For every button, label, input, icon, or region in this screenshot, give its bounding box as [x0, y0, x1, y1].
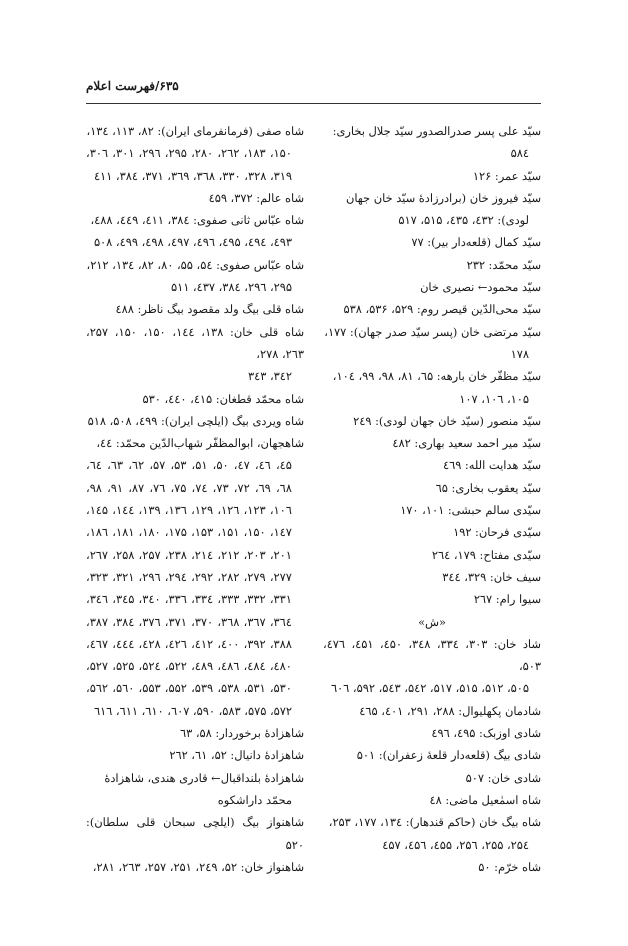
- index-entry-text: سیّد منصور (سیّد خان جهان لودی): ٢٤٩: [353, 413, 541, 428]
- index-entry-text: شاه عبّاس ثانی صفوی: ٣٨٤، ٤١١، ٤٤٩، ٤٨٨،: [90, 213, 304, 228]
- index-entry-text: سیّد محمود← نصیری خان: [420, 280, 541, 295]
- index-entry-text: سیّد مظفّر خان بارهه: ٦۵، ٨١، ٩٨، ٩٩، ١٠٤،: [332, 369, 541, 384]
- page-header: [86, 79, 541, 101]
- index-entry: [86, 811, 304, 856]
- index-entry-text: «ش»: [418, 614, 446, 629]
- index-entry-continuation: ٣٤٢، ٣٤٣: [247, 369, 292, 384]
- index-entry: [323, 789, 541, 811]
- index-entry: [323, 499, 541, 521]
- index-entry-text: شادی خان: ۵٠٧: [465, 770, 541, 785]
- index-entry-text: شاهزادهٔ دانیال: ۵٢، ٦١، ٢٦٢: [169, 748, 304, 763]
- index-entry-text: سیف خان: ٣٢٩، ٣٤٤: [442, 569, 541, 584]
- index-entry-text: شادی بیگ (قلعه‌دار قلعهٔ زعفران): ۵٠١: [356, 748, 541, 763]
- index-entry: [86, 410, 304, 432]
- index-entry-text: سیّد عمر: ۱۲۶: [472, 168, 541, 183]
- index-entry: [86, 744, 304, 766]
- index-entry-text: شاهزادهٔ برخوردار: ۵٨، ٦٣: [179, 726, 304, 741]
- index-entry: [323, 298, 541, 320]
- index-entry: [323, 231, 541, 253]
- index-entry: [86, 722, 304, 744]
- index-entry: [323, 165, 541, 187]
- index-entry-continuation: ١٧٨: [510, 346, 529, 361]
- index-entry: [86, 120, 304, 187]
- index-entry-text: سیّدی فرحان: ١٩٢: [453, 525, 541, 540]
- index-entry-text: شاه قلی بیگ ولد مقصود بیگ ناظر: ٤٨٨: [115, 302, 304, 317]
- index-entry: [86, 298, 304, 320]
- index-entry-continuation: محمّد داراشکوه: [217, 792, 292, 807]
- index-entry: [323, 521, 541, 543]
- index-entry-text: شادمان پکهلیوال: ٢٨٨، ٢٩١، ٤٠١، ٤٦۵: [359, 703, 541, 718]
- index-entry: [86, 209, 304, 254]
- index-entry: [323, 588, 541, 610]
- index-entry: [323, 700, 541, 722]
- index-column-left: [86, 120, 304, 878]
- index-entry: [323, 722, 541, 744]
- index-entry-text: شاه ویردی بیگ (ایلچی ایران): ٤٩٩، ۵٠٨، ۵١٨: [87, 413, 304, 428]
- index-entry: [86, 321, 304, 388]
- index-entry: [323, 544, 541, 566]
- index-entry: [323, 633, 541, 700]
- index-entry: [323, 477, 541, 499]
- index-entry: [323, 744, 541, 766]
- index-entry-continuation: ۵٠۵، ۵١٢، ۵١۵، ۵١٧، ۵٤٢، ۵٤٣، ۵٩٢، ٦٠٦: [330, 681, 529, 696]
- index-entry: [323, 432, 541, 454]
- index-entry-continuation: ١۵٠، ١٨٣، ٢٦٢، ٢٨٠، ٢٩۵، ٢٩٦، ٣٠١، ٣٠٦، ٣١٩، ٣٢٨، ٣٣٠، ٣٦٨، ٣٦٩، ٣٧١، ٣٨٤، ٤١١: [86, 146, 292, 183]
- index-entry: [323, 120, 541, 165]
- index-entry: [323, 365, 541, 410]
- index-entry-continuation: ٢۵٤، ٢۵۵، ٢۵٦، ٤۵۵، ٤۵٦، ٤۵٧: [382, 837, 529, 852]
- index-entry: [323, 321, 541, 366]
- index-entry: [323, 187, 541, 232]
- index-entry-continuation: ٤۵، ٤٦، ٤٧، ۵٠، ۵١، ۵٣، ۵٧، ٦٢، ٦٣، ٦٤، ٦٨، ٦٩، ٧٢، ٧٣، ٧٤، ٧۵، ٧٦، ٨٧، ٩١، ٩٨، ١٠٦، ١٢٣، ١٢٦، ١٢٩، ١٣٦، ١٣٩، ١٤٤، ١٤۵، ١٤٧، ١۵٠، ١۵١، ١۵٣، ١٧۵، ١٨٠، ١٨١، ١٨٦، ٢٠١، ٢٠٣، ٢١٢، ٢١٤، ٢٣٨، ٢۵٧، ٢۵٨، ٢٦٧، ٢٧٧، ٢٧٩، ٢٨٢، ٢٩٢، ٢٩٤، ٢٩٦، ٣٢١، ٣٢٣، ٣٣١، ٣٣٢، ٣٣٣، ٣٣٤، ٣٣٦، ٣٤٠، ٣٤۵، ٣٤٦، ٣٦٤، ٣٦٧، ٣٦٨، ٣٧٠، ٣٧١، ٣٧٦، ٣٨٤، ٣٨٧، ٣٨٨، ٣٩٢، ٤٠٠، ٤١٢، ٤٢٦، ٤٢٨، ٤٤٤، ٤٦٧، ٤٨٠، ٤٨٤، ٤٨٦، ٤٨٩، ۵٢٢، ۵٢٤، ۵٢۵، ۵٢٧، ۵٣٠، ۵٣١، ۵٣٨، ۵٣٩، ۵۵٢، ۵۵٣، ۵٦٠، ۵٦٢، ۵٧٢، ۵٧۵، ۵٨٣، ۵٩٠، ٦٠٧، ٦١٠، ٦١١، ٦١٦: [86, 458, 292, 718]
- index-entry-text: شاه خرّم: ۵٠: [478, 859, 541, 874]
- index-entry: [86, 432, 304, 722]
- index-entry-continuation: ۵۸٤: [510, 146, 529, 161]
- index-entry-text: شاه قلی خان: ١٣٨، ١٤٤، ١۵٠، ١۵٠، ٢۵٧، ٢٦٣، ٢٧٨،: [86, 324, 304, 361]
- index-entry-text: سیّدی سالم حبشی: ١٠١، ١٧٠: [400, 503, 541, 518]
- index-entry-text: شاهجهان، ابوالمظفّر شهاب‌الدّین محمّد: ٤٤،: [96, 436, 304, 451]
- index-entry-continuation: ٤٩٣، ٤٩٤، ٤٩۵، ٤٩٦، ٤٩٧، ٤٩٨، ٤٩٩، ۵٠٨: [93, 235, 292, 250]
- index-entry-text: شاه عبّاس صفوی: ۵٤، ۵۵، ٨٠، ٨٢، ١٣٤، ٢١٢،: [86, 257, 304, 272]
- index-entry: [86, 388, 304, 410]
- index-entry-text: شاه صفی (فرمانفرمای ایران): ٨٢، ١١٣، ١٣٤،: [86, 124, 304, 138]
- index-entry: [86, 254, 304, 299]
- index-entry-text: سیّدی مفتاح: ١٧٩، ٢٦٤: [431, 547, 541, 562]
- index-entry-text: شاه محمّد قطغان: ٤١۵، ٤٤٠، ۵٣٠: [142, 391, 304, 406]
- index-entry-text: سیّد یعقوب بخاری: ٦۵: [435, 480, 541, 495]
- index-entry-text: شاه اسمٰعیل ماضی: ٤٨: [429, 792, 541, 807]
- index-entry-continuation: ٢٩۵، ٢٩٦، ٣٨٤، ٤٣٧، ۵١١: [170, 280, 292, 295]
- index-entry-text: سیّد مرتضی خان (پسر سیّد صدر جهان): ١٧٧،: [324, 324, 541, 339]
- index-entry: [323, 276, 541, 298]
- index-entry-text: سیّد میر احمد سعید بهاری: ٤٨٢: [392, 436, 541, 451]
- index-entry-text: شاهنواز بیگ (ایلچی سبحان قلی سلطان): ۵٢٠: [86, 815, 304, 852]
- index-entry-text: سیوا رام: ٢٦٧: [473, 592, 541, 607]
- index-entry: [86, 767, 304, 812]
- index-entry: [323, 767, 541, 789]
- index-entry-text: شادی اوزبک: ٤٩۵، ٤٩٦: [431, 726, 541, 741]
- index-entry-continuation: لودی): ٤٣٢، ٤٣۵، ۵۱۵، ۵۱٧: [398, 213, 529, 228]
- index-entry-text: شاد خان: ٣٠٣، ٣٣٤، ٣٤٨، ٤۵٠، ٤۵١، ٤٧٦، ۵٠٣،: [323, 636, 541, 674]
- index-entry-text: شاهزادهٔ بلنداقبال← قادری هندی، شاهزادهٔ: [104, 770, 304, 785]
- index-entry: [86, 187, 304, 209]
- index-entry-text: شاه بیگ خان (حاکم قندهار): ١٣٤، ١٧٧، ٢۵٣،: [328, 815, 541, 830]
- index-entry-text: شاهنواز خان: ۵٢، ٢٤٩، ٢۵١، ٢۵٧، ٢٦٣، ٢٨١،: [92, 859, 304, 874]
- index-entry-text: سیّد کمال (قلعه‌دار بیر): ٧٧: [411, 235, 541, 250]
- page-header-title: ۶۳۵/فهرست اعلام: [86, 79, 179, 93]
- index-entry-text: سیّد محی‌الدّین قیصر روم: ۵۲۹، ۵۳۶، ۵۳٨: [343, 302, 541, 317]
- index-entry: [86, 856, 304, 878]
- index-entry-text: سیّد محمّد: ۲۳۲: [466, 257, 541, 272]
- index-entry-continuation: ١٠۵، ١٠٦، ١٠٧: [459, 391, 529, 406]
- index-entry-text: سیّد علی پسر صدرالصدور سیّد جلال بخاری:: [332, 124, 541, 138]
- index-entry-text: سیّد هدایت الله: ٤٦٩: [442, 458, 541, 473]
- index-entry: [323, 410, 541, 432]
- index-section-heading: [323, 611, 541, 633]
- index-entry-text: سیّد فیروز خان (برادرزادهٔ سیّد خان جهان: [345, 190, 541, 205]
- index-entry: [323, 566, 541, 588]
- header-divider: [86, 103, 541, 104]
- index-entry: [323, 856, 541, 878]
- index-entry: [323, 454, 541, 476]
- index-column-right: [323, 120, 541, 878]
- index-entry-text: شاه عالم: ٣٧٢، ٤۵٩: [208, 190, 304, 205]
- index-entry: [323, 254, 541, 276]
- index-entry: [323, 811, 541, 856]
